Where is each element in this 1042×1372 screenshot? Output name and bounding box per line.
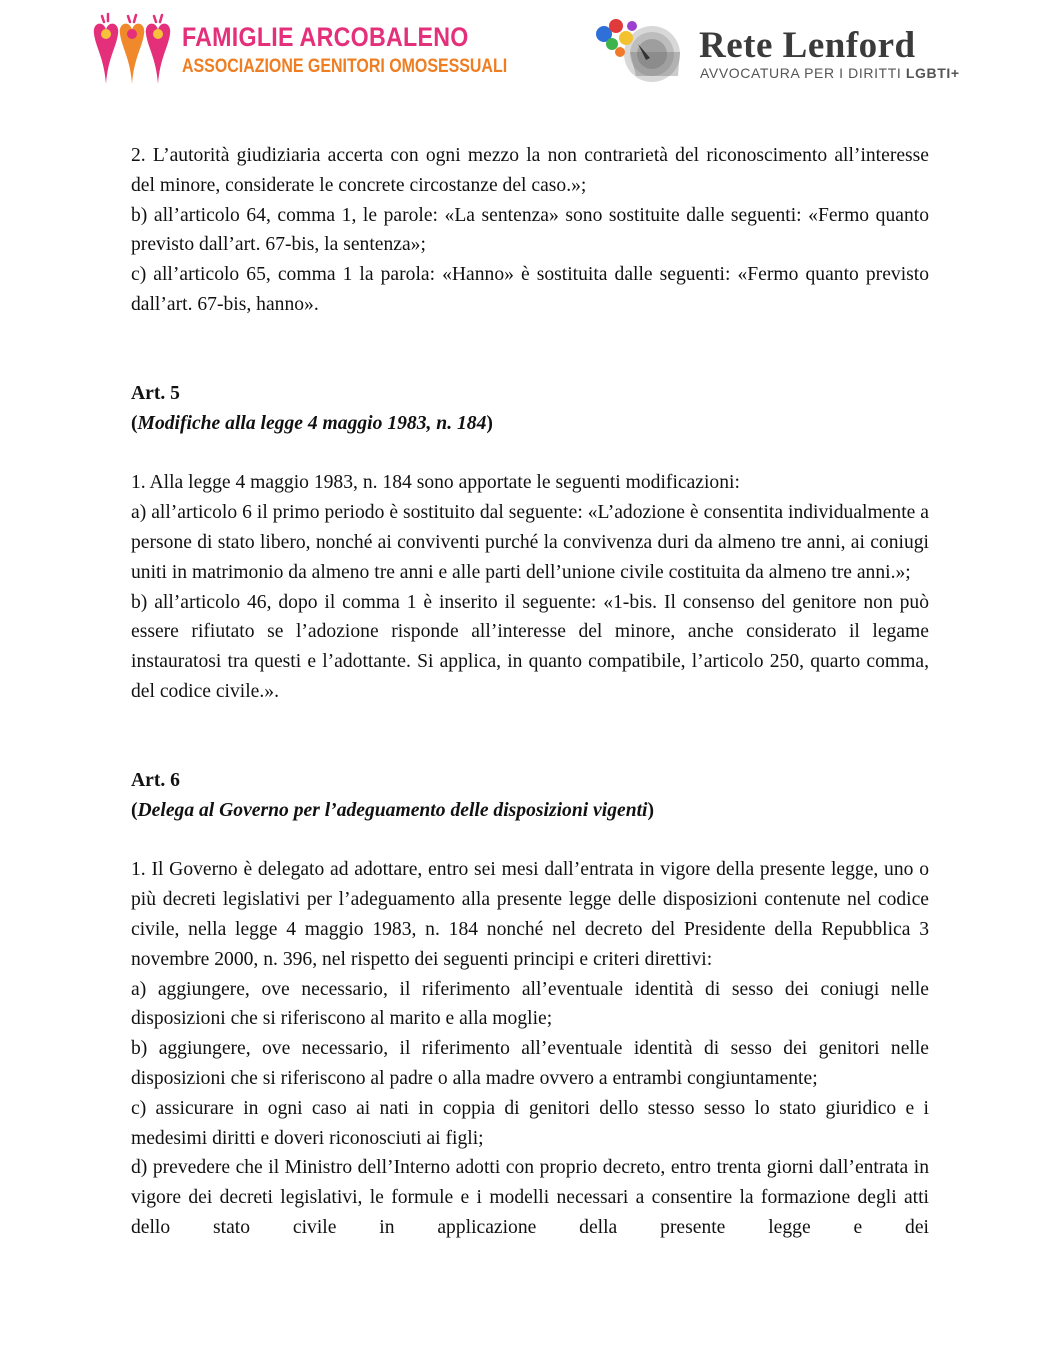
paragraph: a) all’articolo 6 il primo periodo è sostituito dal seguente: «L’adozione è consentita individualmente a persone di stato libero, nonché ai conviventi purché la convivenza duri da almeno tre anni, ai coniugi uniti in matrimonio da almeno tre anni e alle parti dell’unione civile costituita da almeno tre anni.»; bbox=[131, 502, 929, 583]
article-5-subtitle: (Modifiche alla legge 4 maggio 1983, n. 184) bbox=[131, 412, 493, 434]
paragraph: c) assicurare in ogni caso ai nati in coppia di genitori dello stesso sesso lo stato giuridico e i medesimi diritti e doveri riconosciuti ai figli; bbox=[131, 1097, 929, 1149]
paragraph: 2. L’autorità giudiziaria accerta con ogni mezzo la non contrarietà del riconoscimento all’interesse del minore, considerate le concrete circostanze del caso.»; bbox=[131, 145, 929, 196]
spacer bbox=[131, 707, 929, 766]
rete-lenford-logo-icon bbox=[590, 14, 690, 86]
article-6-title: Art. 6 bbox=[131, 769, 180, 791]
paragraph: b) aggiungere, ove necessario, il riferimento all’eventuale identità di sesso dei genitori nelle disposizioni che si riferiscono al padre o alla madre ovvero a entrambi congiuntamente; bbox=[131, 1038, 929, 1089]
famiglie-arcobaleno-tagline: ASSOCIAZIONE GENITORI OMOSESSUALI bbox=[182, 56, 508, 77]
rete-lenford-tagline bbox=[700, 65, 960, 81]
page-header bbox=[0, 0, 1042, 100]
paragraph: c) all’articolo 65, comma 1 la parola: «Hanno» è sostituita dalle seguenti: «Fermo quanto previsto dall’art. 67-bis, hanno». bbox=[131, 264, 929, 315]
paragraph: b) all’articolo 46, dopo il comma 1 è inserito il seguente: «1-bis. Il consenso del genitore non può essere rifiutato se l’adozione risponde all’interesse del minore, anche considerato il legame instauratosi tra questi e l’adottante. Si applica, in quanto compatibile, l’articolo 250, quarto comma, del codice civile.». bbox=[131, 591, 929, 702]
document-body bbox=[131, 141, 929, 1243]
rete-lenford-tagline-bold: LGBTI+ bbox=[905, 65, 960, 81]
famiglie-arcobaleno-name: FAMIGLIE ARCOBALENO bbox=[182, 22, 469, 52]
paragraph: b) all’articolo 64, comma 1, le parole: «La sentenza» sono sostituite dalle seguenti: «Fermo quanto previsto dall’art. 67-bis, la sentenza»; bbox=[131, 204, 929, 256]
spacer bbox=[131, 438, 929, 468]
spacer bbox=[131, 320, 929, 379]
article-5-title: Art. 5 bbox=[131, 382, 180, 404]
rete-lenford-tagline-text: AVVOCATURA PER I DIRITTI bbox=[700, 65, 906, 81]
article-6-subtitle-text: Delega al Governo per l’adeguamento delle disposizioni vigenti bbox=[137, 799, 648, 821]
paragraph: d) prevedere che il Ministro dell’Interno adotti con proprio decreto, entro trenta giorni dall’entrata in vigore dei decreti legislativi, le formule e i modelli necessari a consentire la formazione degli atti dello stato civile in applicazione della presente legge e dei bbox=[131, 1157, 929, 1238]
rete-lenford-name: Rete Lenford bbox=[699, 25, 916, 66]
paragraph: 1. Alla legge 4 maggio 1983, n. 184 sono apportate le seguenti modificazioni: bbox=[131, 472, 740, 494]
paragraph: 1. Il Governo è delegato ad adottare, entro sei mesi dall’entrata in vigore della presente legge, uno o più decreti legislativi per l’adeguamento alla presente legge delle disposizioni contenute nel codice civile, nella legge 4 maggio 1983, n. 184 nonché nel decreto del Presidente della Repubblica 3 novembre 2000, n. 396, nel rispetto dei seguenti principi e criteri direttivi: bbox=[131, 859, 929, 970]
famiglie-arcobaleno-logo-icon bbox=[90, 12, 176, 88]
article-5-subtitle-text: Modifiche alla legge 4 maggio 1983, n. 184 bbox=[137, 412, 487, 434]
paragraph: a) aggiungere, ove necessario, il riferimento all’eventuale identità di sesso dei coniugi nelle disposizioni che si riferiscono al marito e alla moglie; bbox=[131, 978, 929, 1030]
spacer bbox=[131, 825, 929, 855]
article-6-subtitle: (Delega al Governo per l’adeguamento delle disposizioni vigenti) bbox=[131, 799, 655, 821]
